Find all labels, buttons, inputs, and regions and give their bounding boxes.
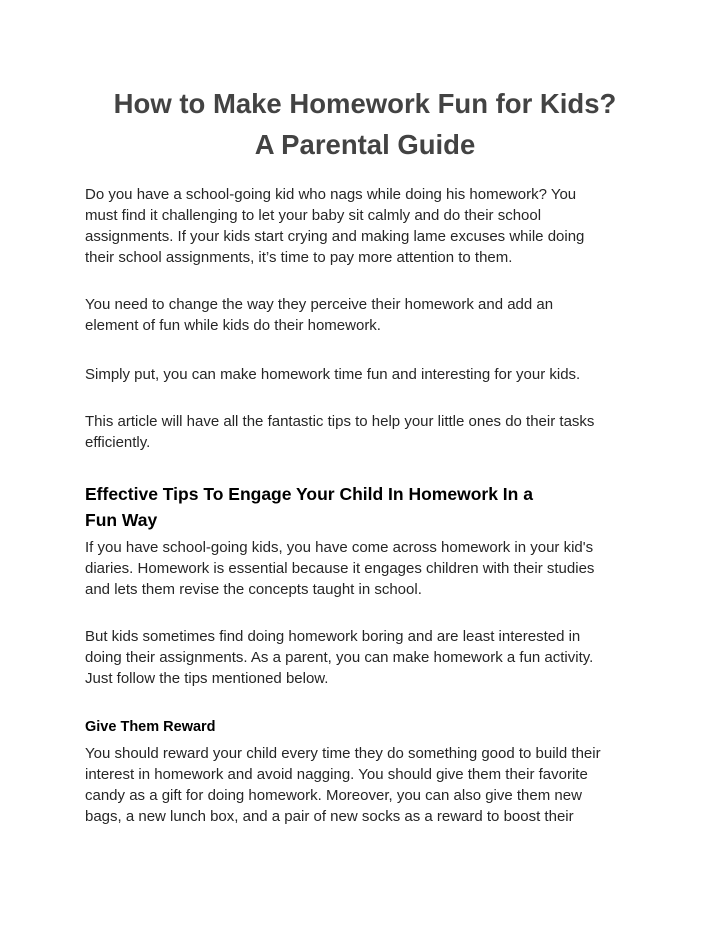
intro-paragraph-1 — [85, 184, 645, 268]
text-line: efficiently. — [85, 434, 151, 451]
text-line: element of fun while kids do their homework. — [85, 317, 381, 334]
intro-paragraph-3 — [85, 364, 645, 385]
section-heading — [85, 481, 645, 533]
text-line: assignments. If your kids start crying and making lame excuses while doing — [85, 228, 585, 245]
section-paragraph-1 — [85, 537, 645, 600]
text-line: Do you have a school-going kid who nags while doing his homework? You — [85, 186, 577, 203]
intro-paragraph-2 — [85, 294, 645, 336]
text-line: If you have school-going kids, you have come across homework in your kid's — [85, 539, 594, 556]
text-line: candy as a gift for doing homework. Moreover, you can also give them new — [85, 787, 582, 804]
text-line: interest in homework and avoid nagging. You should give them their favorite — [85, 766, 588, 783]
text-line: doing their assignments. As a parent, you can make homework a fun activity. — [85, 649, 594, 666]
text-line: diaries. Homework is essential because it engages children with their studies — [85, 560, 595, 577]
section-paragraph-2 — [85, 626, 645, 689]
heading-line: Effective Tips To Engage Your Child In Homework In a — [85, 484, 533, 504]
text-line: and lets them revise the concepts taught in school. — [85, 581, 422, 598]
text-line: their school assignments, it’s time to pay more attention to them. — [85, 249, 513, 266]
page-title — [85, 83, 645, 165]
subsection-heading: Give Them Reward — [85, 719, 216, 735]
title-line: How to Make Homework Fun for Kids? — [113, 88, 617, 119]
text-line: You should reward your child every time they do something good to build their — [85, 745, 601, 762]
text-line: You need to change the way they perceive their homework and add an — [85, 296, 554, 313]
text-line: This article will have all the fantastic tips to help your little ones do their tasks — [85, 413, 595, 430]
text-line: must find it challenging to let your baby sit calmly and do their school — [85, 207, 542, 224]
heading-line: Fun Way — [85, 510, 158, 530]
text-line: Simply put, you can make homework time fun and interesting for your kids. — [85, 366, 581, 383]
title-line: A Parental Guide — [254, 129, 476, 160]
text-line: bags, a new lunch box, and a pair of new socks as a reward to boost their — [85, 808, 574, 825]
intro-paragraph-4 — [85, 411, 645, 453]
text-line: Just follow the tips mentioned below. — [85, 670, 329, 687]
subsection-paragraph — [85, 743, 645, 827]
text-line: But kids sometimes find doing homework boring and are least interested in — [85, 628, 581, 645]
